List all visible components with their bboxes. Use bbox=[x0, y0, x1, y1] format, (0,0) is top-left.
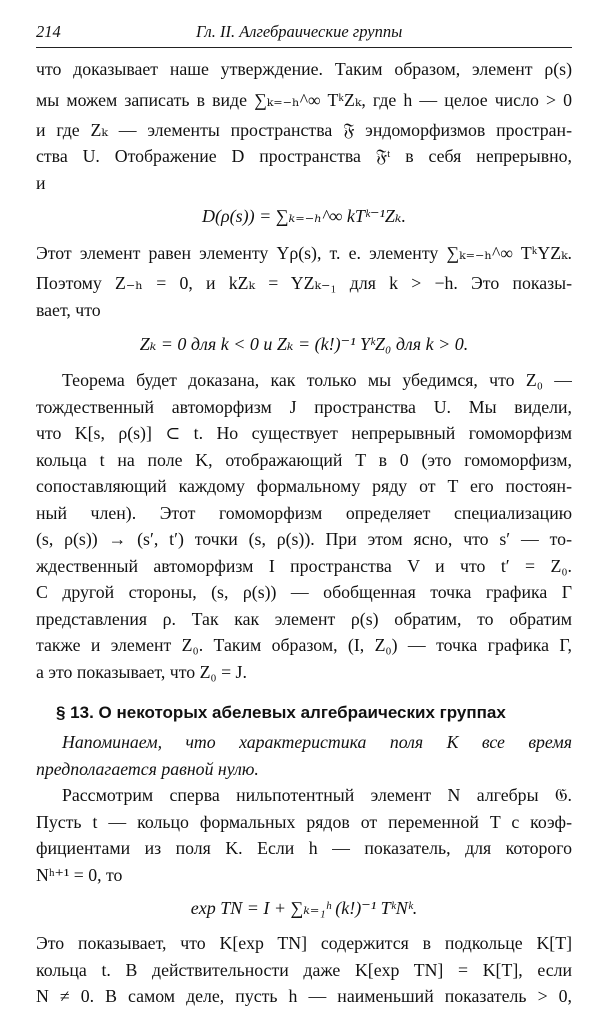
section-title: § 13. О некоторых абелевых алгебраических группах bbox=[56, 703, 506, 722]
text-line: и где Zₖ — элементы пространства 𝔉 эндоморфизмов простран- bbox=[36, 119, 572, 140]
text-line: Это показывает, что K[exp TN] содержится в подкольце K[T] bbox=[36, 933, 572, 953]
text-line: ждественный автоморфизм I пространства V и что t′ = Z₀. bbox=[36, 555, 572, 576]
display-formula: Zₖ = 0 для k < 0 и Zₖ = (k!)⁻¹ YᵏZ₀ для k > 0. bbox=[139, 334, 469, 354]
text-line: Рассмотрим сперва нильпотентный элемент N алгебры 𝔊. bbox=[62, 785, 572, 805]
text-line: N ≠ 0. В самом деле, пусть h — наименьший показатель > 0, bbox=[36, 986, 572, 1006]
text-line: С другой стороны, (s, ρ(s)) — обобщенная точка графика Γ bbox=[36, 582, 572, 602]
text-line: ный член). Этот гомоморфизм определяет специализацию bbox=[36, 502, 572, 523]
text-line: предполагается равной нулю. bbox=[36, 758, 259, 779]
text-line: Этот элемент равен элементу Yρ(s), т. е. элементу ∑ₖ₌₋ₕ^∞ TᵏYZₖ. bbox=[36, 243, 572, 263]
text-line: вает, что bbox=[36, 299, 101, 320]
text-line: Nʰ⁺¹ = 0, то bbox=[36, 864, 123, 885]
text-line: тождественный автоморфизм J пространства U. Мы видели, bbox=[36, 396, 572, 417]
text-line: ства U. Отображение D пространства 𝔉ᵗ в себя непрерывно, bbox=[36, 146, 572, 166]
text-line: Пусть t — кольцо формальных рядов от переменной T с коэф- bbox=[36, 811, 572, 832]
text-line: кольца t. В действительности даже K[exp TN] = K[T], если bbox=[36, 959, 572, 980]
text-line: а это показывает, что Z₀ = J. bbox=[36, 661, 247, 682]
text-line: представления ρ. Так как элемент ρ(s) обратим, то обратим bbox=[36, 608, 572, 629]
text-line: Поэтому Z₋ₕ = 0, и kZₖ = YZₖ₋₁ для k > −h. Это показы- bbox=[36, 273, 572, 293]
display-formula: D(ρ(s)) = ∑ₖ₌₋ₕ^∞ kTᵏ⁻¹Zₖ. bbox=[202, 206, 406, 226]
running-title: Гл. II. Алгебраические группы bbox=[196, 22, 403, 41]
text-line: и bbox=[36, 172, 46, 193]
text-line: фициентами из поля K. Если h — показатель, для которого bbox=[36, 838, 572, 858]
page-number: 214 bbox=[36, 22, 61, 41]
page-header bbox=[36, 22, 572, 48]
display-formula: exp TN = I + ∑ₖ₌₁ʰ (k!)⁻¹ TᵏNᵏ. bbox=[190, 898, 418, 918]
text-line: мы можем записать в виде ∑ₖ₌₋ₕ^∞ TᵏZₖ, где h — целое число > 0 bbox=[36, 89, 572, 110]
text-line: Напоминаем, что характеристика поля K все время bbox=[62, 732, 572, 752]
text-line: что доказывает наше утверждение. Таким образом, элемент ρ(s) bbox=[36, 59, 572, 79]
text-line: также и элемент Z₀. Таким образом, (I, Z₀) — точка графика Γ, bbox=[36, 635, 572, 655]
text-line: что K[s, ρ(s)] ⊂ t. Но существует непрерывный гомоморфизм bbox=[36, 423, 572, 443]
text-line: (s, ρ(s)) → (s′, t′) точки (s, ρ(s)). При этом ясно, что s′ — то- bbox=[36, 529, 572, 549]
book-page bbox=[36, 22, 572, 1010]
text-line: сопоставляющий каждому формальному ряду от T его постоян- bbox=[36, 476, 572, 496]
text-line: Теорема будет доказана, как только мы убедимся, что Z₀ — bbox=[62, 370, 572, 390]
text-line: кольца t на поле K, отображающий T в 0 (это гомоморфизм, bbox=[36, 449, 572, 470]
